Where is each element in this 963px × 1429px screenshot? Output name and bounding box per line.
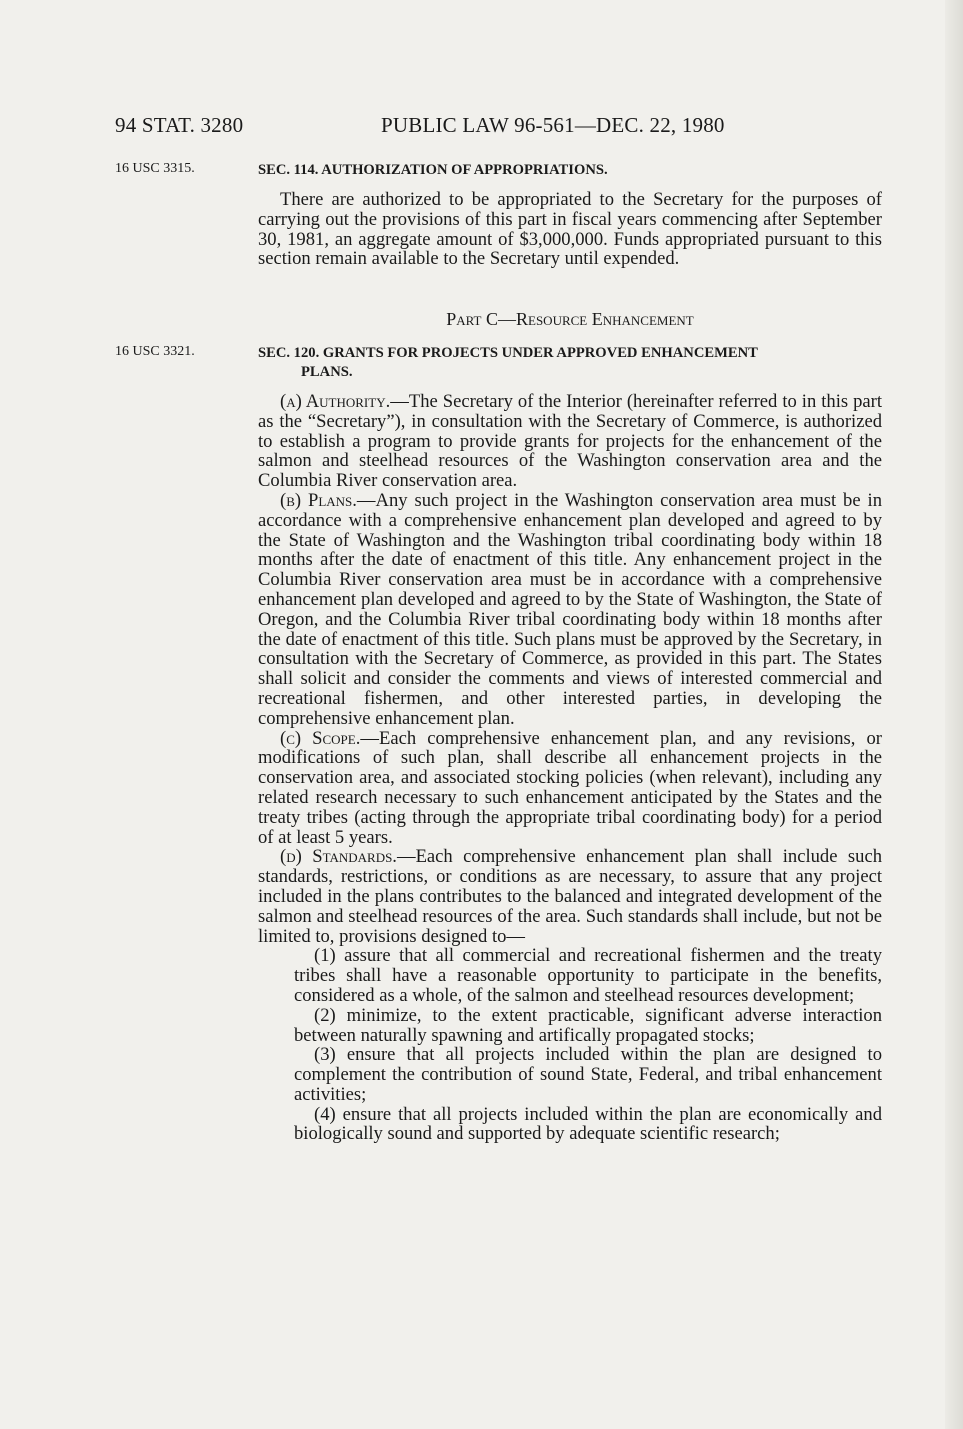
subsection-d-label: (d) Standards.— — [280, 846, 416, 868]
law-reference: PUBLIC LAW 96-561—DEC. 22, 1980 — [381, 113, 725, 137]
standard-item-2: (2) minimize, to the extent practicable, significant adverse interaction between naturally spawning and artifically propagated stocks; — [294, 1004, 882, 1046]
subsection-b-text: Any such project in the Washington conservation area must be in accordance with a comprehensive enhancement plan developed and agreed to by the State of Washington and the Washington tribal coordinating body within 18 months after the date of enactment of this title. Any enhancement project in the Columbia River conservation area must be in accordance with a comprehensive enhancement plan developed and agreed to by the State of Washington, the State of Oregon, and the Columbia River tribal coordinating body within 18 months after the date of enactment of this title. Such plans must be approved by the Secretary, in consultation with the Secretary of Commerce, as provided in this part. The States shall solicit and consider the comments and views of interested commercial and recreational fishermen, and other interested parties, in developing the comprehensive enhancement plan. — [258, 489, 883, 729]
subsection-a-label: (a) Authority.— — [280, 391, 409, 412]
part-c-label: Part C—Resource Enhancement — [446, 309, 694, 329]
subsection-b-label: (b) Plans.— — [280, 489, 376, 511]
subsection-a — [258, 392, 882, 491]
section-120-heading-line2: PLANS. — [301, 364, 353, 380]
section-120-body — [258, 392, 882, 1144]
margin-citation-3321: 16 USC 3321. — [115, 344, 195, 359]
standard-item-4: (4) ensure that all projects included within the plan are economically and biologically sound and supported by adequate scientific research; — [294, 1103, 882, 1145]
section-114-body — [258, 190, 882, 269]
subsection-d-text: Each comprehensive enhancement plan shall include such standards, restrictions, or conditions as are necessary, to assure that any project included in the plans contributes to the balanced and integrated development of the salmon and steelhead resources of the area. Such standards shall include, but not be limited to, provisions designed to— — [258, 846, 883, 947]
subsection-d — [258, 847, 882, 946]
section-120-heading — [258, 344, 882, 382]
standard-item-1: (1) assure that all commercial and recreational fishermen and the treaty tribes shall have a reasonable opportunity to participate in the benefits, considered as a whole, of the salmon and steelhead resources development; — [294, 945, 882, 1006]
part-c-heading — [258, 309, 882, 330]
section-114-paragraph: There are authorized to be appropriated to the Secretary for the purposes of carrying out the provisions of this part in fiscal years commencing after September 30, 1981, an aggregate amount of $3,000,000. Funds appropriated pursuant to this section remain available to the Secretary until expended. — [258, 189, 882, 270]
subsection-c — [258, 729, 882, 848]
margin-citation-3315: 16 USC 3315. — [115, 161, 195, 176]
subsection-b — [258, 491, 882, 729]
subsection-c-label: (c) Scope.— — [280, 727, 379, 749]
section-114-heading: SEC. 114. AUTHORIZATION OF APPROPRIATIONS. — [258, 162, 608, 178]
page-header — [115, 113, 875, 143]
subsection-c-text: Each comprehensive enhancement plan, and any revisions, or modifications of such plan, shall describe all enhancement projects in the conservation area, and associated stocking policies (when relevant), including any related research necessary to such enhancement anticipated by the States and the treaty tribes (acting through the appropriate tribal coordinating body) for a period of at least 5 years. — [258, 727, 882, 848]
standard-item-3: (3) ensure that all projects included within the plan are designed to complement the contribution of sound State, Federal, and tribal enhancement activities; — [294, 1044, 882, 1105]
page-reference: 94 STAT. 3280 — [115, 113, 244, 137]
section-120-heading-line1: SEC. 120. GRANTS FOR PROJECTS UNDER APPROVED ENHANCEMENT — [258, 345, 758, 361]
page-edge-shadow — [945, 0, 963, 1429]
subsection-a-text: The Secretary of the Interior (hereinafter referred to in this part as the “Secretary”), in consultation with the Secretary of Commerce, is authorized to establish a program to provide grants for projects for the enhancement of the salmon and steelhead resources of the Washington conservation area and the Columbia River conservation area. — [258, 391, 882, 492]
